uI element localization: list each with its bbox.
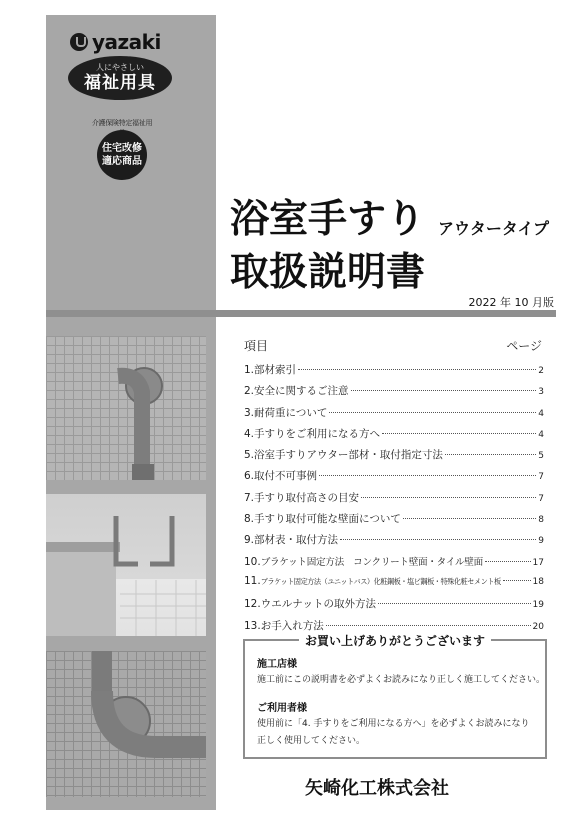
- toc-num: 9.: [244, 534, 255, 547]
- toc-page: 19: [532, 600, 544, 611]
- toc-leader: [329, 412, 536, 413]
- toc-entry: [244, 426, 544, 447]
- notice-box: [243, 634, 547, 759]
- toc-header: [244, 337, 544, 354]
- toc-page: 7: [538, 493, 544, 504]
- toc-page: 5: [538, 451, 544, 462]
- toc-num: 8.: [244, 513, 255, 526]
- toc-num: 6.: [244, 470, 255, 483]
- photo-bathroom-handrails: [46, 494, 206, 636]
- toc-num: 12.: [244, 598, 261, 611]
- toc-entry: [244, 532, 544, 553]
- user-text-2: 正しく使用してください。: [257, 736, 366, 746]
- toc-leader: [503, 580, 531, 581]
- toc-page: 3: [538, 387, 544, 398]
- toc-entry: [244, 405, 544, 426]
- company-name-container: [0, 774, 584, 800]
- document-subtitle: アウタータイプ: [438, 219, 550, 238]
- welfare-logo: [68, 56, 172, 100]
- toc-entry: [244, 468, 544, 489]
- toc-leader: [326, 625, 531, 626]
- toc-num: 4.: [244, 427, 255, 440]
- brand-name: yazaki: [92, 30, 161, 54]
- toc-entry: [244, 554, 544, 575]
- toc-page: 9: [538, 536, 544, 547]
- toc-entry: [244, 383, 544, 404]
- user-heading: ご利用者様: [257, 703, 307, 714]
- toc-page: 18: [532, 576, 544, 587]
- toc-page: 4: [538, 429, 544, 440]
- toc-num: 5.: [244, 449, 255, 462]
- toc-label: 耐荷重について: [254, 406, 328, 419]
- divider-rule: [46, 310, 556, 317]
- toc-entry: [244, 362, 544, 383]
- toc-label: 浴室手すりアウター部材・取付指定寸法: [254, 449, 443, 462]
- toc-leader: [298, 369, 536, 370]
- installer-text: 施工前にこの説明書を必ずよくお読みになり正しく施工してください。: [257, 675, 546, 685]
- toc-header-page: ページ: [506, 339, 542, 353]
- toc-num: 3.: [244, 406, 255, 419]
- toc-leader: [382, 433, 536, 434]
- document-title-line-1: 浴室手すり: [230, 197, 426, 242]
- toc-page: 20: [532, 621, 544, 632]
- brand-logo: [70, 30, 161, 54]
- toc-leader: [361, 497, 536, 498]
- toc-leader: [378, 603, 531, 604]
- toc-num: 7.: [244, 491, 255, 504]
- toc-page: 2: [538, 366, 544, 376]
- yazaki-mark-icon: [70, 33, 88, 51]
- installer-heading: 施工店様: [257, 659, 297, 670]
- toc-leader: [445, 454, 536, 455]
- toc-page: 7: [538, 472, 544, 483]
- toc-label: 部材索引: [254, 364, 297, 376]
- photo-l-shaped-handrail: [46, 336, 206, 480]
- toc-label: ウエルナットの取外方法: [260, 598, 376, 611]
- toc-entry: [244, 596, 544, 617]
- notice-title: お買い上げありがとうございます: [299, 632, 491, 649]
- toc-label: 手すり取付可能な壁面について: [254, 513, 401, 526]
- toc-entry: [244, 575, 544, 596]
- handrail-illustration-2: [46, 494, 206, 636]
- toc-leader: [403, 518, 536, 519]
- toc-leader: [319, 475, 536, 476]
- toc-page: 4: [538, 408, 544, 419]
- toc-header-item: 項目: [244, 339, 269, 353]
- toc-entry: [244, 447, 544, 468]
- toc-num: 11.: [244, 574, 261, 587]
- toc-num: 10.: [244, 555, 261, 568]
- user-text-1: 使用前に「4. 手すりをご利用になる方へ」を必ずよくお読みになり: [257, 719, 530, 729]
- toc-num: 2.: [244, 385, 255, 398]
- badge-circle: [97, 130, 147, 180]
- document-title-line-2: 取扱説明書: [230, 250, 426, 295]
- company-name: 矢崎化工株式会社: [305, 778, 449, 799]
- edition-date: 2022 年 10 月版: [468, 296, 554, 309]
- badge-line-2: 適応商品: [102, 156, 142, 167]
- handrail-illustration-1: [46, 336, 206, 480]
- toc-label: 手すり取付高さの目安: [254, 491, 360, 504]
- toc-label: 手すりをご利用になる方へ: [254, 427, 381, 440]
- toc-leader: [351, 390, 537, 391]
- toc-entry: [244, 490, 544, 511]
- toc-label: 部材表・取付方法: [254, 534, 339, 547]
- toc-num: 13.: [244, 619, 261, 632]
- toc-label: お手入れ方法: [260, 619, 324, 632]
- toc-label: ブラケット固定方法（ユニットバス）化粧鋼板・塩ビ鋼板・特殊化粧セメント板: [260, 576, 501, 586]
- table-of-contents: [244, 362, 544, 639]
- toc-page: 17: [532, 557, 544, 568]
- certification-badge: [93, 118, 151, 190]
- toc-label: ブラケット固定方法 コンクリート壁面・タイル壁面: [260, 556, 483, 568]
- badge-line-1: 住宅改修: [102, 143, 142, 154]
- welfare-tagline: 人にやさしい: [96, 63, 144, 72]
- toc-entry: [244, 511, 544, 532]
- badge-arc-text: 介護保険特定福祉用: [91, 119, 153, 127]
- toc-label: 安全に関するご注意: [254, 385, 349, 398]
- toc-page: 8: [538, 515, 544, 526]
- toc-num: 1.: [244, 364, 255, 376]
- toc-leader: [340, 539, 536, 540]
- toc-leader: [485, 561, 531, 562]
- toc-label: 取付不可事例: [254, 470, 318, 483]
- welfare-name: 福祉用具: [84, 73, 156, 93]
